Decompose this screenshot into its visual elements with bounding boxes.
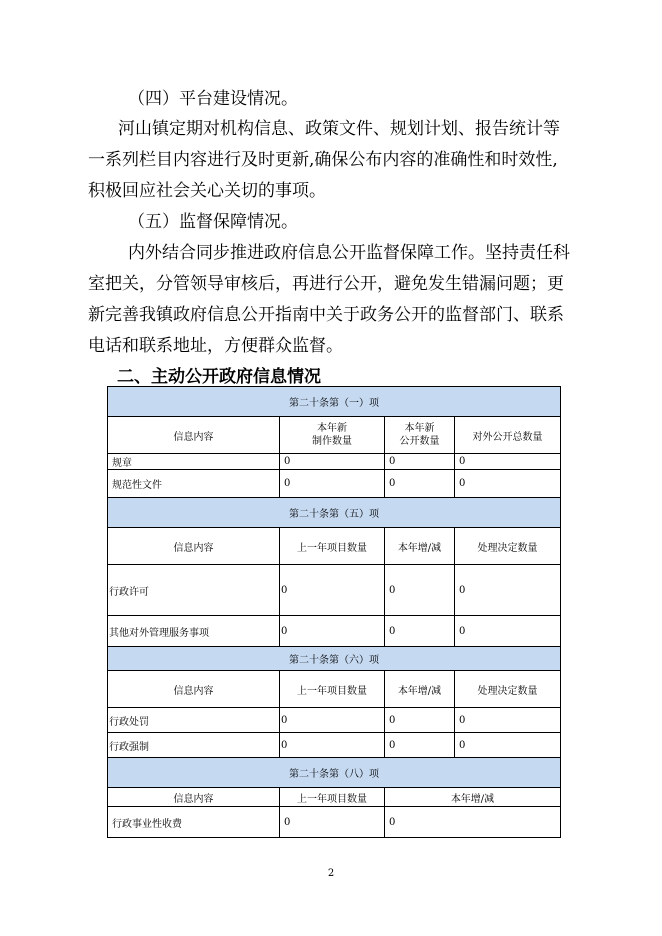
section-4-heading: （四）平台建设情况。 xyxy=(128,89,298,109)
disclosure-table xyxy=(107,386,561,838)
cell-value: 0 xyxy=(455,616,561,647)
cell-value: 0 xyxy=(280,470,385,498)
paragraph-line: 河山镇定期对机构信息、政策文件、规划计划、报告统计等 xyxy=(118,119,560,139)
cell-value: 0 xyxy=(455,565,561,616)
row-label: 行政事业性收费 xyxy=(108,807,280,838)
cell-value: 0 xyxy=(385,807,561,838)
cell-value: 0 xyxy=(280,807,385,838)
row-label: 其他对外管理服务事项 xyxy=(108,616,280,647)
table-row xyxy=(108,470,561,498)
paragraph-line: 一系列栏目内容进行及时更新,确保公布内容的准确性和时效性, xyxy=(88,150,558,170)
row-label: 行政许可 xyxy=(108,565,280,616)
section-title: 第二十条第（一）项 xyxy=(108,387,561,417)
column-header: 本年新 公开数量 xyxy=(385,417,455,454)
paragraph-line: 电话和联系地址，方便群众监督。 xyxy=(88,336,343,356)
cell-value: 0 xyxy=(280,733,385,758)
column-header: 信息内容 xyxy=(108,671,280,708)
column-header: 信息内容 xyxy=(108,528,280,565)
section-title: 第二十条第（八）项 xyxy=(108,758,561,788)
cell-value: 0 xyxy=(385,565,455,616)
row-label: 规范性文件 xyxy=(108,470,280,498)
section-5-heading: （五）监督保障情况。 xyxy=(128,212,298,232)
cell-value: 0 xyxy=(385,616,455,647)
column-header: 本年增/减 xyxy=(385,788,561,807)
column-header: 本年增/减 xyxy=(385,528,455,565)
row-label: 行政处罚 xyxy=(108,708,280,733)
column-header: 信息内容 xyxy=(108,417,280,454)
cell-value: 0 xyxy=(385,454,455,470)
cell-value: 0 xyxy=(280,616,385,647)
section-title: 第二十条第（六）项 xyxy=(108,647,561,671)
cell-value: 0 xyxy=(455,454,561,470)
cell-value: 0 xyxy=(455,470,561,498)
paragraph-line: 新完善我镇政府信息公开指南中关于政务公开的监督部门、联系 xyxy=(88,305,564,325)
row-label: 规章 xyxy=(108,454,280,470)
column-header: 上一年项目数量 xyxy=(280,528,385,565)
row-label: 行政强制 xyxy=(108,733,280,758)
cell-value: 0 xyxy=(280,454,385,470)
cell-value: 0 xyxy=(385,470,455,498)
table-row xyxy=(108,708,561,733)
column-header: 对外公开总数量 xyxy=(455,417,561,454)
column-header: 上一年项目数量 xyxy=(280,671,385,708)
cell-value: 0 xyxy=(280,708,385,733)
cell-value: 0 xyxy=(385,733,455,758)
table-row xyxy=(108,565,561,616)
table-row xyxy=(108,616,561,647)
section-2-heading: 二、主动公开政府信息情况 xyxy=(117,367,321,387)
column-header: 本年新 制作数量 xyxy=(280,417,385,454)
cell-value: 0 xyxy=(385,708,455,733)
section-title: 第二十条第（五）项 xyxy=(108,498,561,528)
paragraph-line: 内外结合同步推进政府信息公开监督保障工作。坚持责任科 xyxy=(128,243,570,263)
column-header: 处理决定数量 xyxy=(455,528,561,565)
cell-value: 0 xyxy=(455,733,561,758)
column-header: 本年增/减 xyxy=(385,671,455,708)
table-row xyxy=(108,733,561,758)
cell-value: 0 xyxy=(280,565,385,616)
column-header: 处理决定数量 xyxy=(455,671,561,708)
paragraph-line: 室把关，分管领导审核后，再进行公开，避免发生错漏问题；更 xyxy=(88,274,564,294)
table-row xyxy=(108,454,561,470)
column-header: 信息内容 xyxy=(108,788,280,807)
page-number: 2 xyxy=(327,868,335,879)
column-header: 上一年项目数量 xyxy=(280,788,385,807)
cell-value: 0 xyxy=(455,708,561,733)
table-row xyxy=(108,807,561,838)
paragraph-line: 积极回应社会关心关切的事项。 xyxy=(88,181,326,201)
